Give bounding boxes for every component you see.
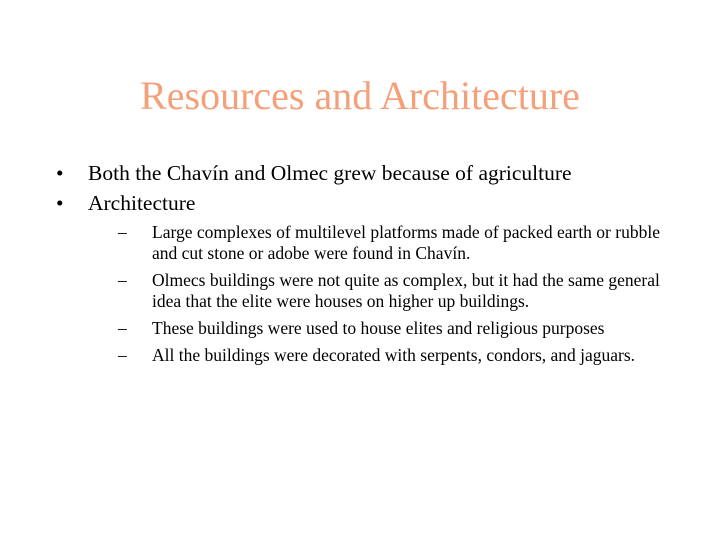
- bullet-list: [56, 158, 676, 372]
- sub-bullet-item: [118, 270, 676, 312]
- bullet-text: Both the Chavín and Olmec grew because of agriculture: [88, 161, 572, 185]
- dash-icon: –: [118, 345, 127, 365]
- sub-bullet-text: Large complexes of multilevel platforms made of packed earth or rubble and cut stone or adobe were found in Chavín.: [152, 222, 660, 263]
- sub-bullet-text: These buildings were used to house elites and religious purposes: [152, 318, 605, 338]
- dash-icon: –: [118, 270, 127, 290]
- sub-bullet-item: [118, 345, 676, 366]
- sub-bullet-item: [118, 222, 676, 264]
- dash-icon: –: [118, 318, 127, 338]
- sub-bullet-list: [88, 222, 676, 366]
- slide-title: Resources and Architecture: [140, 73, 580, 118]
- bullet-icon: •: [56, 191, 64, 215]
- sub-bullet-item: [118, 318, 676, 339]
- dash-icon: –: [118, 222, 127, 242]
- sub-bullet-text: All the buildings were decorated with serpents, condors, and jaguars.: [152, 345, 636, 365]
- sub-bullet-text: Olmecs buildings were not quite as complex, but it had the same general idea that the elite were houses on higher up buildings.: [152, 270, 660, 311]
- bullet-text: Architecture: [88, 191, 196, 215]
- bullet-icon: •: [56, 161, 64, 185]
- bullet-item-architecture: [56, 188, 676, 366]
- bullet-item-agriculture: [56, 158, 676, 188]
